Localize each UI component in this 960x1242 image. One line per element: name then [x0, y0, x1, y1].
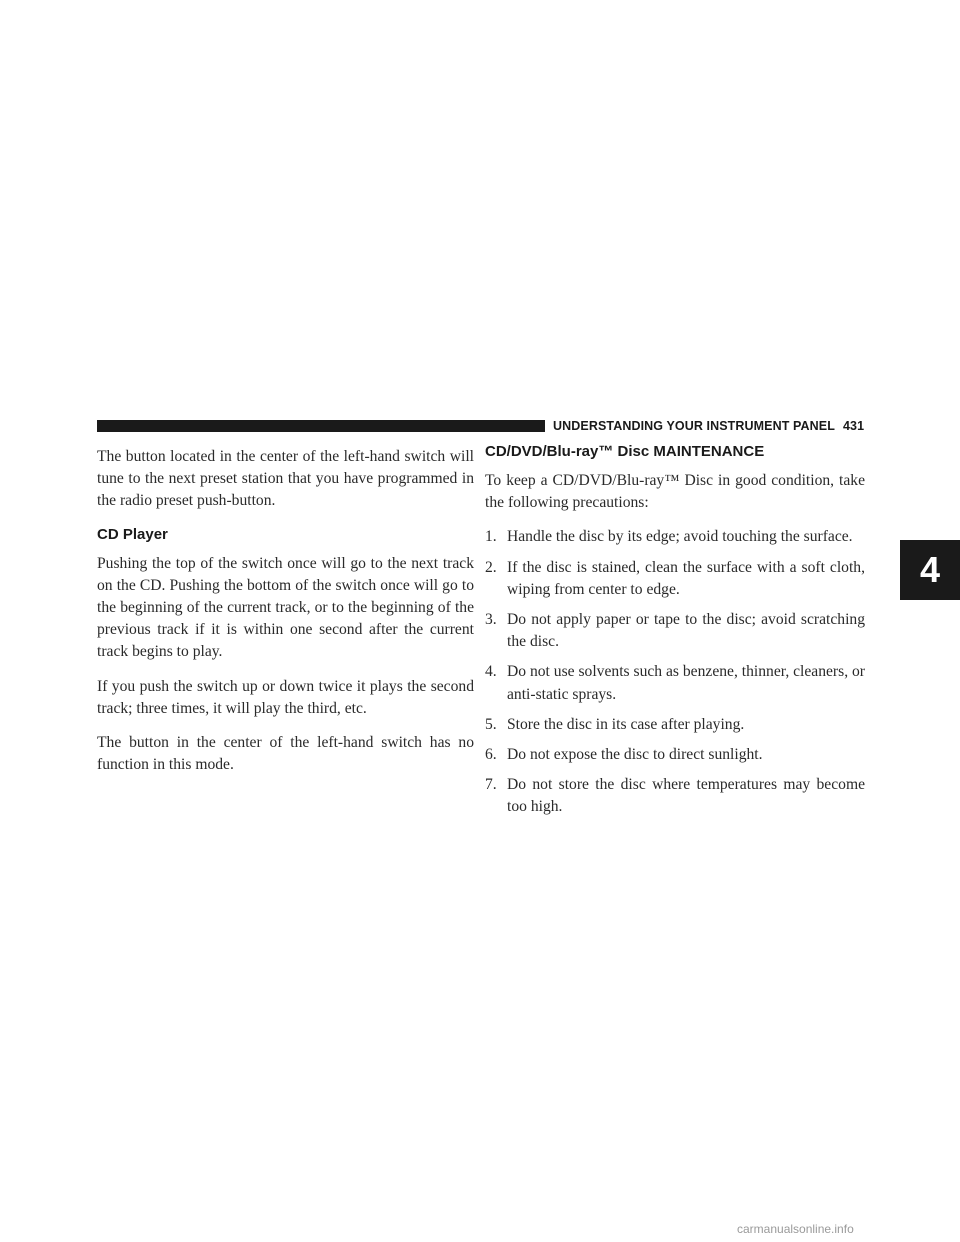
right-column [485, 443, 865, 827]
step-number: 4. [485, 663, 497, 681]
cd-player-heading: CD Player [97, 525, 168, 543]
list-item [485, 526, 865, 548]
cd-paragraph-3: The button in the center of the left-hand switch has no function in this mode. [97, 734, 474, 774]
cd-paragraph-2: If you push the switch up or down twice it plays the second track; three times, it will play the third, etc. [97, 677, 474, 717]
running-header [553, 419, 864, 433]
list-item [485, 557, 865, 601]
list-item [485, 609, 865, 653]
step-number: 2. [485, 558, 497, 576]
maintenance-intro: To keep a CD/DVD/Blu-ray™ Disc in good condition, take the following precautions: [485, 472, 865, 512]
list-item [485, 661, 865, 705]
chapter-tab: 4 [900, 540, 960, 600]
step-text: Do not use solvents such as benzene, thinner, cleaners, or anti-static sprays. [507, 663, 865, 703]
step-number: 7. [485, 776, 497, 794]
cd-paragraph-1: Pushing the top of the switch once will go to the next track on the CD. Pushing the bottom of the switch once will go to the beginning of the current track, or to the beginning of the previous track if it is within one second after the current track begins to play. [97, 554, 474, 661]
intro-paragraph: The button located in the center of the left-hand switch will tune to the next preset station that you have programmed in the radio preset push-button. [97, 448, 474, 510]
step-number: 5. [485, 715, 497, 733]
step-number: 6. [485, 746, 497, 764]
step-number: 1. [485, 528, 497, 546]
footer-watermark: carmanualsonline.info [737, 1222, 854, 1236]
list-item [485, 774, 865, 818]
list-item [485, 714, 865, 736]
step-text: Do not store the disc where temperatures may become too high. [507, 776, 865, 816]
step-text: Do not apply paper or tape to the disc; avoid scratching the disc. [507, 611, 865, 651]
step-text: If the disc is stained, clean the surface with a soft cloth, wiping from center to edge. [507, 558, 865, 598]
section-title: UNDERSTANDING YOUR INSTRUMENT PANEL [553, 419, 835, 433]
left-column [97, 446, 474, 788]
step-number: 3. [485, 611, 497, 629]
disc-maintenance-heading: CD/DVD/Blu-ray™ Disc MAINTENANCE [485, 443, 765, 460]
step-text: Do not expose the disc to direct sunlight. [507, 746, 763, 764]
header-rule [97, 420, 545, 432]
list-item [485, 744, 865, 766]
step-text: Handle the disc by its edge; avoid touching the surface. [507, 528, 853, 546]
step-text: Store the disc in its case after playing. [507, 715, 745, 733]
precautions-list [485, 526, 865, 818]
page-number: 431 [842, 419, 865, 433]
